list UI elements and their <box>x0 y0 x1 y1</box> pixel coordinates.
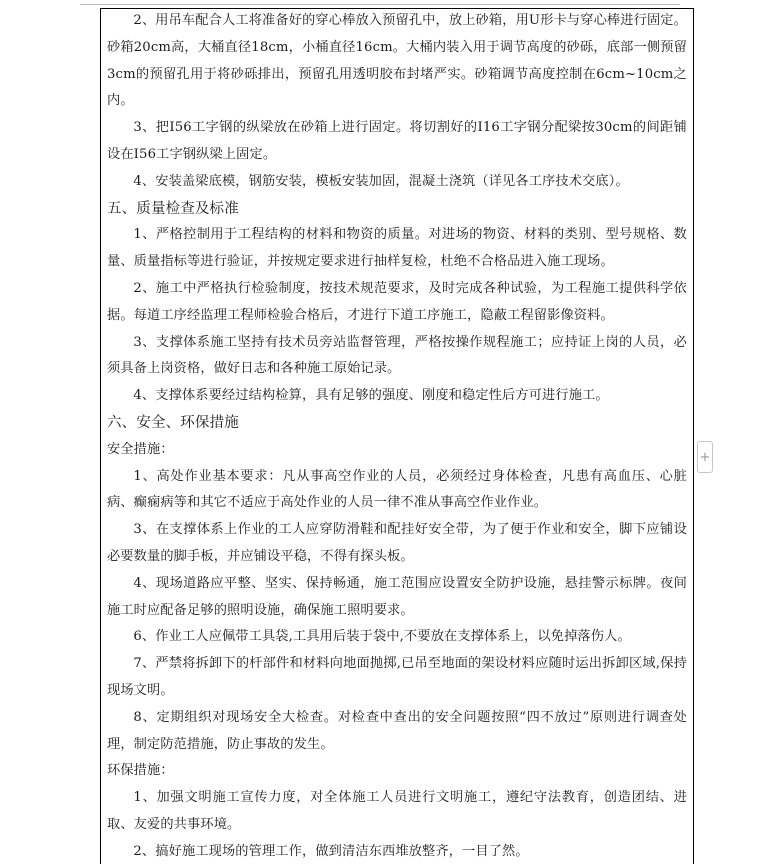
expand-button[interactable] <box>697 441 713 473</box>
paragraph: 1、加强文明施工宣传力度，对全体施工人员进行文明施工，遵纪守法教育，创造团结、进取、友爱的共事环境。 <box>107 790 687 832</box>
paragraph: 3、在支撑体系上作业的工人应穿防滑鞋和配挂好安全带，为了便于作业和安全，脚下应铺设必要数量的脚手板，并应铺设平稳，不得有探头板。 <box>107 522 687 564</box>
section-heading: 五、质量检查及标准 <box>107 200 239 217</box>
paragraph: 2、施工中严格执行检验制度，按技术规范要求，及时完成各种试验，为工程施工提供科学依据。每道工序经监理工程师检验合格后，才进行下道工序施工，隐蔽工程留影像资料。 <box>107 280 687 323</box>
page-top-edge <box>80 0 680 5</box>
paragraph: 7、严禁将拆卸下的杆部件和材料向地面抛掷,已吊至地面的架设材料应随时运出拆卸区域,保持现场文明。 <box>107 656 687 698</box>
subsection-label: 环保措施： <box>107 763 174 779</box>
paragraph: 4、支撑体系要经过结构检算，具有足够的强度、刚度和稳定性后方可进行施工。 <box>133 388 609 404</box>
paragraph: 3、支撑体系施工坚持有技术员旁站监督管理，严格按操作规程施工；应持证上岗的人员，必须具备上岗资格，做好日志和各种施工原始记录。 <box>107 334 687 377</box>
paragraph: 3、把I56工字钢的纵梁放在砂箱上进行固定。将切割好的I16工字钢分配梁按30cm的间距铺设在I56工字钢纵梁上固定。 <box>107 120 687 162</box>
section-heading: 六、安全、环保措施 <box>107 414 239 431</box>
paragraph: 2、搞好施工现场的管理工作，做到清洁东西堆放整齐，一目了然。 <box>133 843 529 859</box>
document-body[interactable] <box>107 8 687 864</box>
subsection-label: 安全措施： <box>107 441 174 457</box>
paragraph: 4、安装盖梁底模，钢筋安装，模板安装加固，混凝土浇筑（详见各工序技术交底）。 <box>133 173 629 189</box>
paragraph: 1、高处作业基本要求：凡从事高空作业的人员，必须经过身体检查，凡患有高血压、心脏病、癫痫病等和其它不适应于高处作业的人员一律不准从事高空作业作业。 <box>107 468 687 511</box>
paragraph: 4、现场道路应平整、坚实、保持畅通，施工范围应设置安全防护设施，悬挂警示标牌。夜间施工时应配备足够的照明设施，确保施工照明要求。 <box>107 575 687 618</box>
paragraph: 8、定期组织对现场安全大检查。对检查中查出的安全问题按照“四不放过”原则进行调查处理，制定防范措施，防止事故的发生。 <box>107 709 687 752</box>
plus-icon: + <box>699 449 711 465</box>
paragraph: 6、作业工人应佩带工具袋,工具用后装于袋中,不要放在支撑体系上，以免掉落伤人。 <box>133 629 631 645</box>
paragraph: 2、用吊车配合人工将准备好的穿心棒放入预留孔中，放上砂箱，用U形卡与穿心棒进行固定。砂箱20cm高，大桶直径18cm，小桶直径16cm。大桶内装入用于调节高度的砂砾，底部一侧预留3cm的预留孔用于将砂砾排出，预留孔用透明胶布封堵严实。砂箱调节高度控制在6cm~10cm之内。 <box>107 13 687 109</box>
paragraph: 1、严格控制用于工程结构的材料和物资的质量。对进场的物资、材料的类别、型号规格、数量、质量指标等进行验证，并按规定要求进行抽样复检，杜绝不合格品进入施工现场。 <box>107 227 687 270</box>
